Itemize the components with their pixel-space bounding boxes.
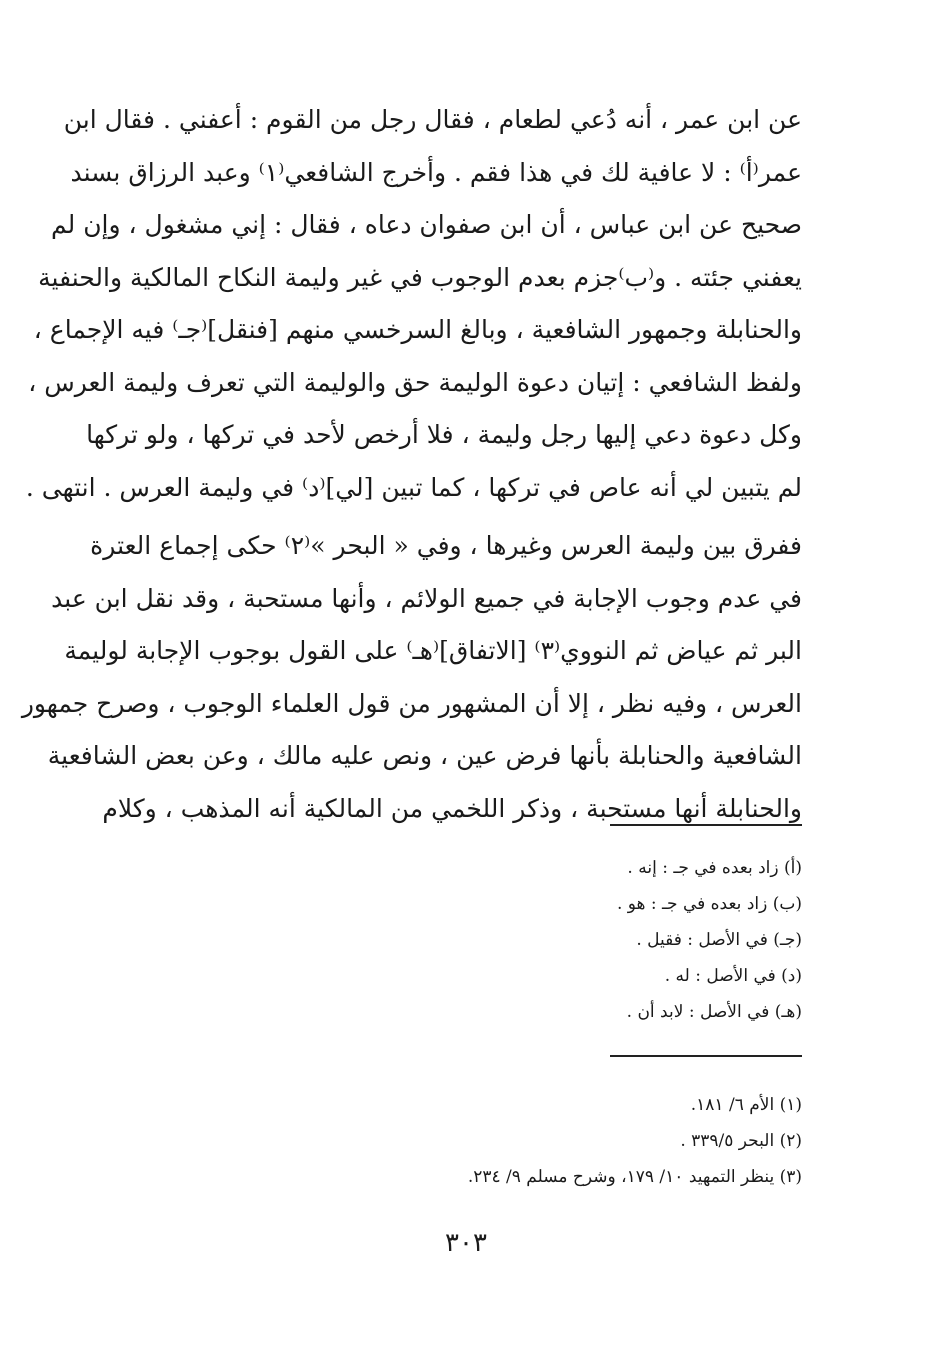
text-line: ولفظ الشافعي : إتيان دعوة الوليمة حق والوليمة التي تعرف وليمة العرس ، bbox=[28, 367, 802, 397]
reference-note: (٣) ينظر التمهيد ١٠/ ١٧٩، وشرح مسلم ٩/ ٢٣٤. bbox=[467, 1167, 802, 1187]
main-text bbox=[21, 94, 802, 835]
paragraph-2 bbox=[21, 520, 802, 835]
text-line: الشافعية والحنابلة بأنها فرض عين ، ونص عليه مالك ، وعن بعض الشافعية bbox=[47, 741, 802, 770]
text-line: عن ابن عمر ، أنه دُعي لطعام ، فقال رجل من القوم : أعفني . فقال ابن bbox=[63, 105, 802, 134]
variant-note: (جـ) في الأصل : فقيل . bbox=[636, 930, 802, 950]
paragraph-1 bbox=[25, 94, 802, 514]
text-line: العرس ، وفيه نظر ، إلا أن المشهور من قول العلماء الوجوب ، وصرح جمهور bbox=[21, 688, 802, 718]
variant-note: (ب) زاد بعده في جـ : هو . bbox=[616, 894, 802, 914]
text-line: في عدم وجوب الإجابة في جميع الولائم ، وأنها مستحبة ، وقد نقل ابن عبد bbox=[51, 583, 802, 613]
text-line: عمر⁽أ⁾ : لا عافية لك في هذا فقم . وأخرج الشافعي⁽١⁾ وعبد الرزاق بسند bbox=[70, 157, 802, 187]
text-line: والحنابلة وجمهور الشافعية ، وبالغ السرخسي منهم [فنقل]⁽جـ⁾ فيه الإجماع ، bbox=[33, 315, 802, 344]
text-line: والحنابلة أنها مستحبة ، وذكر اللخمي من المالكية أنه المذهب ، وكلام bbox=[102, 793, 802, 823]
variant-note: (هـ) في الأصل : لابد أن . bbox=[626, 1002, 802, 1022]
reference-note: (١) الأم ٦/ ١٨١. bbox=[690, 1095, 802, 1115]
text-line: ففرق بين وليمة العرس وغيرها ، وفي « البحر »⁽٢⁾ حكى إجماع العترة bbox=[90, 531, 802, 560]
variant-note: (أ) زاد بعده في جـ : إنه . bbox=[627, 858, 802, 878]
reference-note: (٢) البحر ٣٣٩/٥ . bbox=[680, 1131, 802, 1151]
text-line: لم يتبين لي أنه عاص في تركها ، كما تبين [لي]⁽د⁾ في وليمة العرس . انتهى . bbox=[25, 472, 802, 502]
footnote-divider bbox=[610, 824, 802, 826]
text-line: يعفني جئته . و⁽ب⁾جزم بعدم الوجوب في غير وليمة النكاح المالكية والحنفية bbox=[38, 262, 802, 292]
reference-notes bbox=[282, 1087, 802, 1195]
footnote-divider bbox=[610, 1055, 802, 1057]
variant-notes bbox=[282, 850, 802, 1030]
text-line: البر ثم عياض ثم النووي⁽٣⁾ [الاتفاق]⁽هـ⁾ على القول بوجوب الإجابة لوليمة bbox=[64, 636, 802, 665]
text-line: صحيح عن ابن عباس ، أن ابن صفوان دعاه ، فقال : إني مشغول ، وإن لم bbox=[51, 210, 802, 239]
text-line: وكل دعوة دعي إليها رجل وليمة ، فلا أرخص لأحد في تركها ، ولو تركها bbox=[86, 420, 802, 449]
page-number: ٣٠٣ bbox=[445, 1228, 487, 1258]
variant-note: (د) في الأصل : له . bbox=[664, 966, 802, 986]
